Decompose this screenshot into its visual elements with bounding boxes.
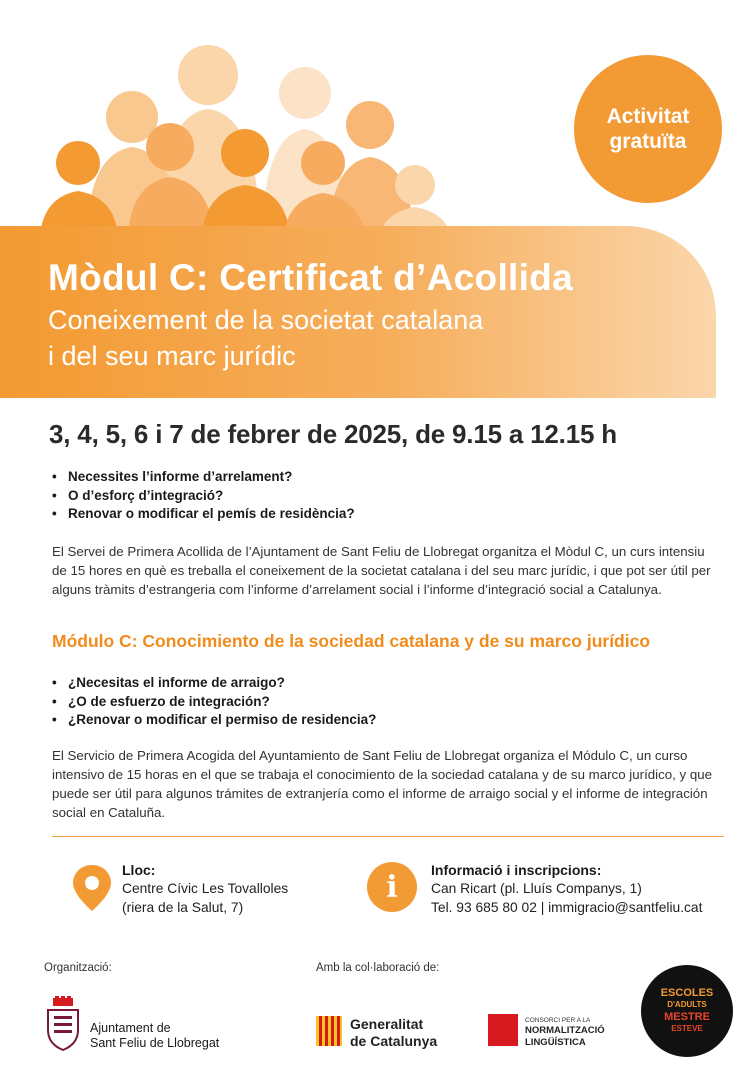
generalitat-line-1: Generalitat	[350, 1016, 424, 1032]
ajuntament-name-line-1: Ajuntament de	[90, 1021, 171, 1035]
catalan-description: El Servei de Primera Acollida de l’Ajuntament de Sant Feliu de Llobregat organitza el Mòdul C, un curs intensiu de 15 hores en què es treballa el coneixement de la societat catalana i del seu marc jurídic, i que pot ser útil per alguns tràmits d’estrangeria com l’informe d’arrelament social i l’informe d’integració social a Catalunya.	[52, 544, 711, 597]
location-pin-icon	[69, 863, 115, 913]
list-item: • O d’esforç d’integració?	[52, 487, 355, 506]
list-item: • ¿O de esfuerzo de integración?	[52, 693, 376, 712]
ajuntament-name-line-2: Sant Feliu de Llobregat	[90, 1036, 220, 1050]
escoles-line-4: ESTEVE	[671, 1024, 703, 1033]
info-venue: Can Ricart (pl. Lluís Companys, 1)	[431, 881, 642, 896]
spanish-question-list	[52, 674, 376, 730]
module-subtitle-line-2: i del seu marc jurídic	[48, 341, 296, 371]
cpnl-name-line-1: NORMALITZACIÓ	[525, 1025, 605, 1036]
list-item: • ¿Renovar o modificar el permiso de residencia?	[52, 711, 376, 730]
generalitat-logo-icon	[316, 1016, 342, 1046]
spanish-description: El Servicio de Primera Acogida del Ayuntamiento de Sant Feliu de Llobregat organiza el Módulo C, un curso intensivo de 15 horas en el que se trabaja el conocimiento de la sociedad catalana y de su marco jurídico, y que puede ser útil para algunos trámites de extranjería como el informe de arraigo social y el informe de integración social en Cataluña.	[52, 748, 713, 820]
organizer-label: Organització:	[44, 962, 112, 974]
location-venue: Centre Cívic Les Tovalloles	[122, 881, 289, 896]
cpnl-logo-icon	[488, 1014, 518, 1046]
section-divider	[52, 836, 724, 837]
escoles-line-2: D'ADULTS	[667, 1000, 707, 1009]
course-schedule: 3, 4, 5, 6 i 7 de febrer de 2025, de 9.15 a 12.15 h	[49, 419, 617, 449]
escoles-line-1: ESCOLES	[660, 987, 714, 999]
info-contact: Tel. 93 685 80 02 | immigracio@santfeliu.cat	[431, 900, 703, 915]
list-item: • ¿Necesitas el informe de arraigo?	[52, 674, 376, 693]
info-label: Informació i inscripcions:	[431, 862, 602, 878]
badge-line-2: gratuïta	[609, 130, 687, 153]
module-subtitle-line-1: Coneixement de la societat catalana	[48, 305, 484, 335]
catalan-question-list	[52, 468, 355, 524]
info-icon	[367, 862, 417, 912]
module-title: Mòdul C: Certificat d’Acollida	[48, 257, 573, 298]
ajuntament-crest-icon	[44, 996, 82, 1052]
collaboration-label: Amb la col·laboració de:	[316, 962, 440, 974]
badge-line-1: Activitat	[606, 105, 690, 128]
generalitat-line-2: de Catalunya	[350, 1033, 438, 1049]
location-label: Lloc:	[122, 862, 156, 878]
list-item: • Renovar o modificar el pemís de residència?	[52, 505, 355, 524]
escoles-adults-logo	[641, 965, 733, 1057]
list-item: • Necessites l’informe d’arrelament?	[52, 468, 355, 487]
spanish-heading: Módulo C: Conocimiento de la sociedad catalana y de su marco jurídico	[52, 631, 651, 651]
crowd-illustration	[40, 35, 460, 235]
escoles-line-3: MESTRE	[664, 1011, 710, 1023]
cpnl-name-small: CONSORCI PER A LA	[525, 1017, 591, 1024]
free-activity-badge	[574, 55, 722, 203]
info-icon-glyph: i	[386, 869, 398, 905]
location-address: (riera de la Salut, 7)	[122, 900, 244, 915]
silhouettes	[40, 45, 450, 235]
cpnl-name-line-2: LINGÜÍSTICA	[525, 1037, 586, 1048]
